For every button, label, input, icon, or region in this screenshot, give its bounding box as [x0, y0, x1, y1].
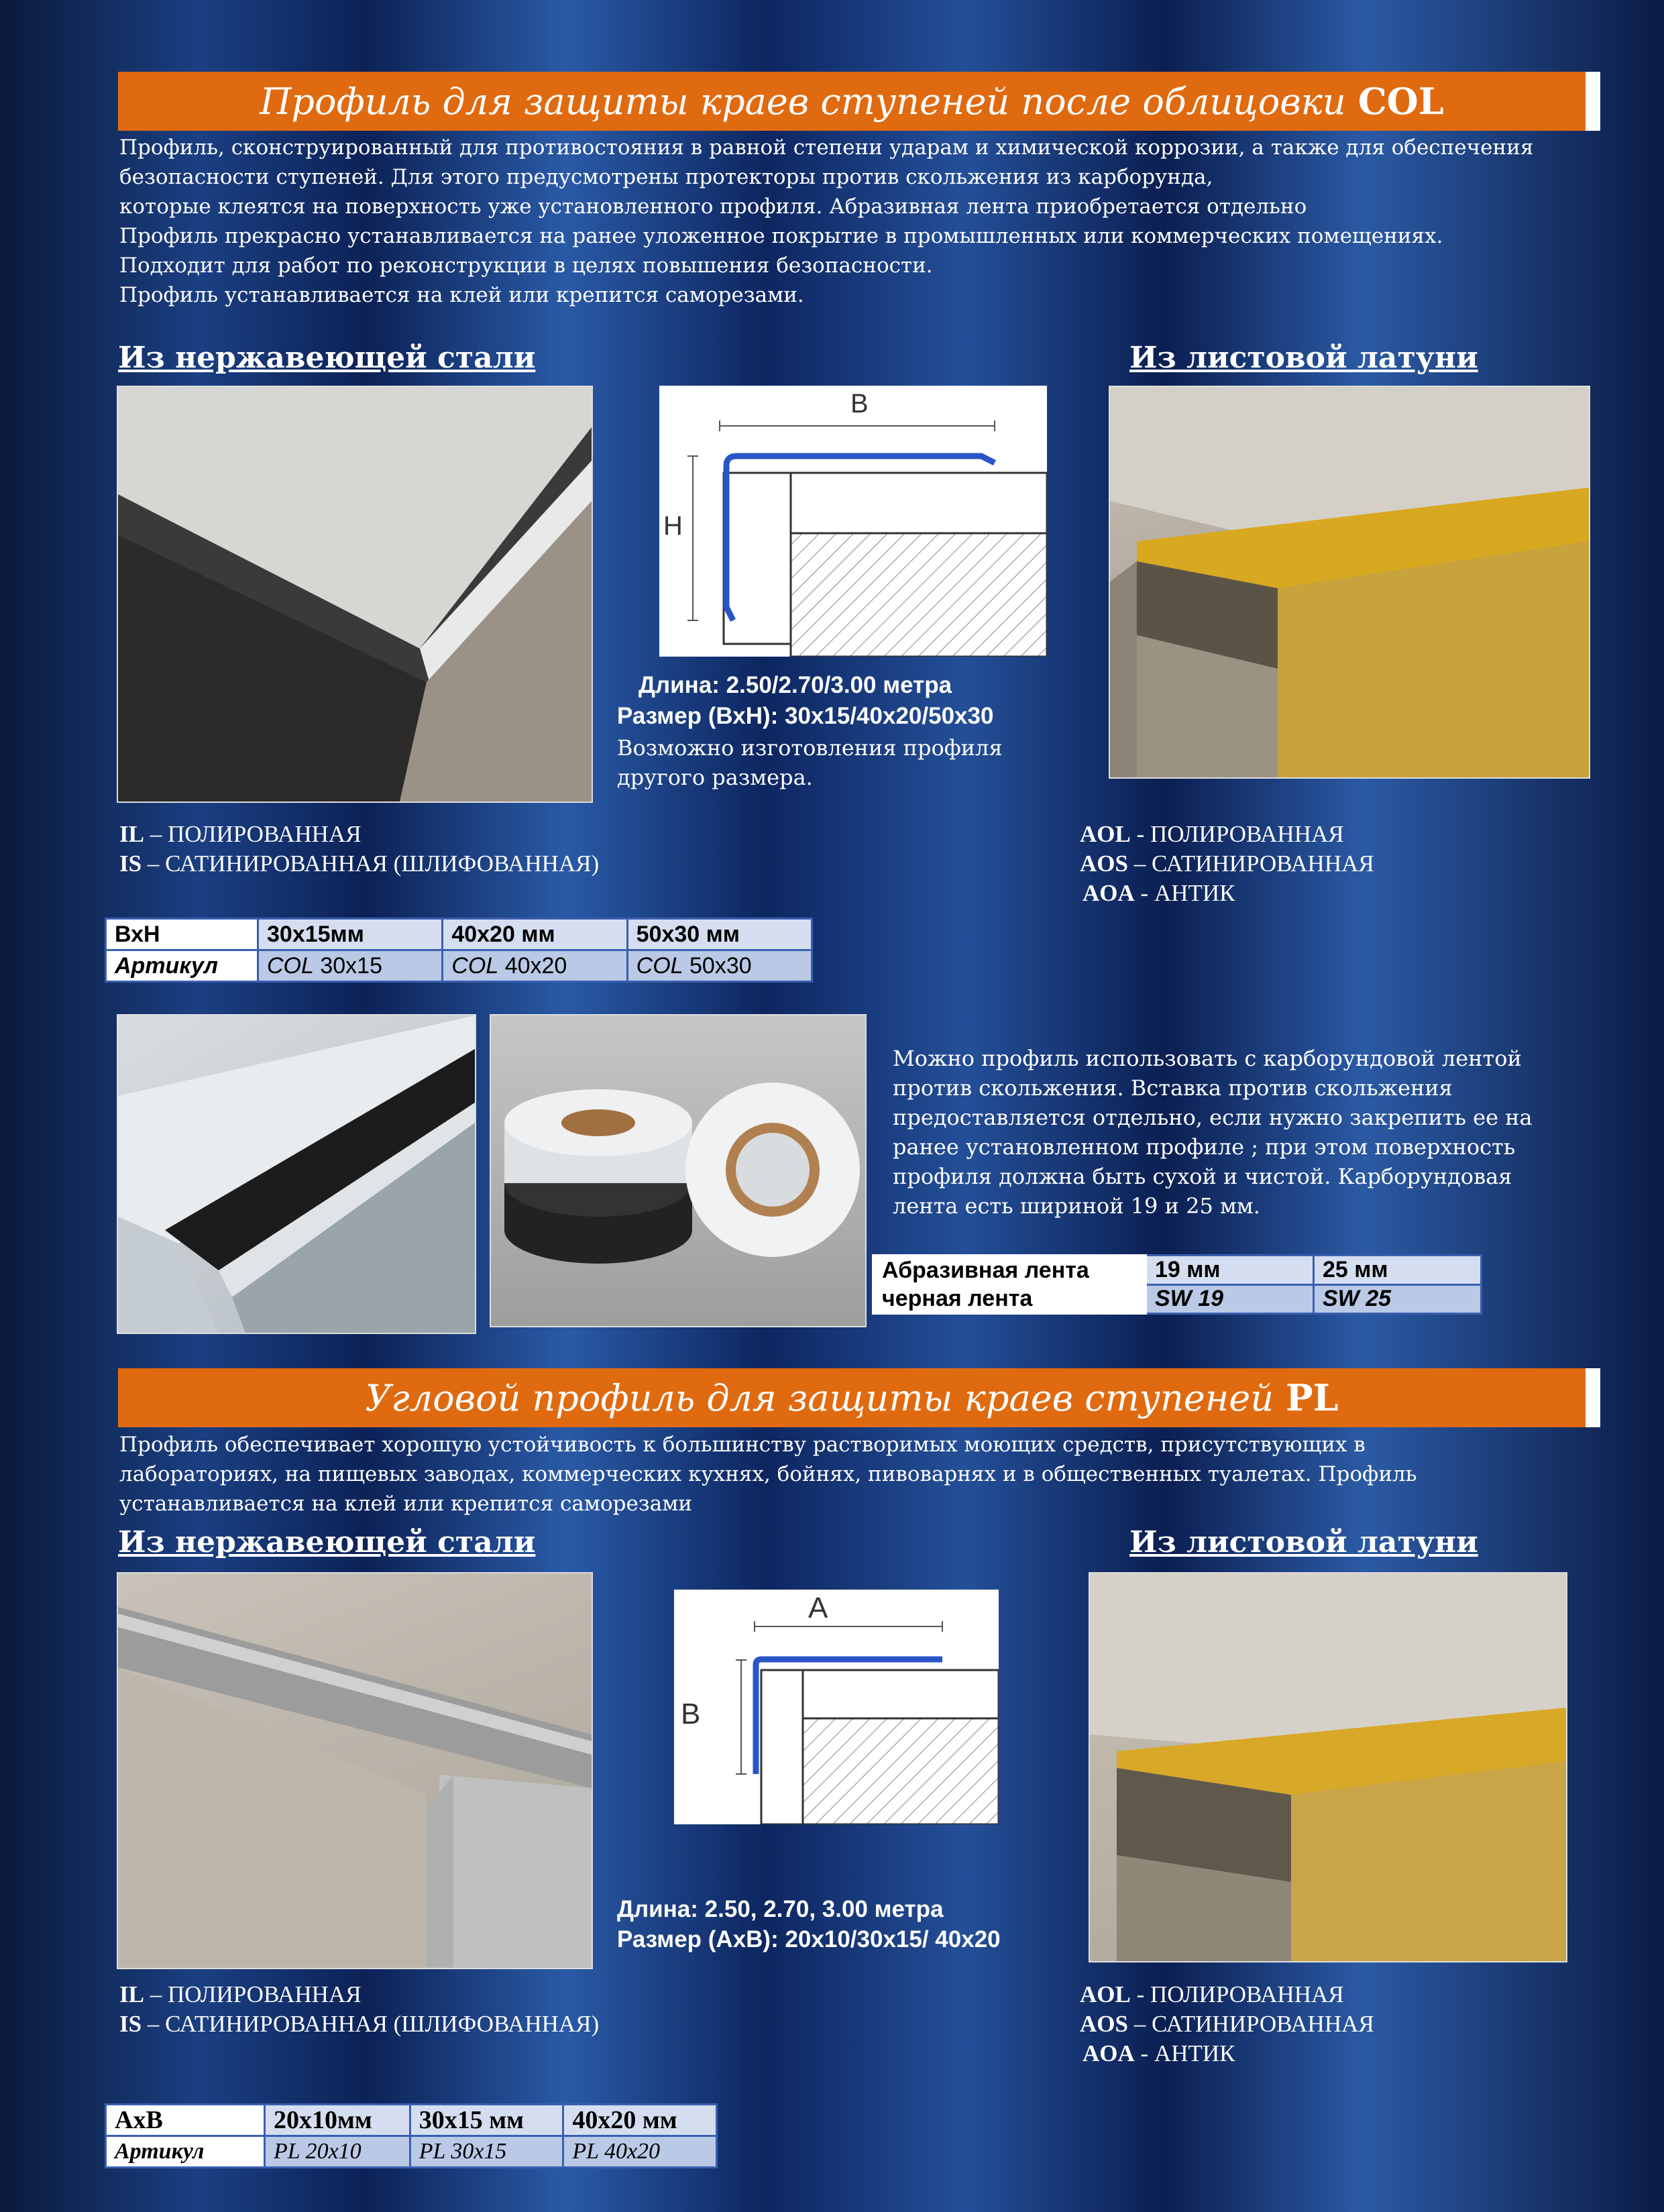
finish-code: IL — [119, 1981, 144, 2007]
table-cell: PL 30x15 — [410, 2136, 563, 2168]
col-brass-finishes — [1080, 820, 1374, 908]
col-steel-finishes — [119, 820, 599, 879]
finish-text: – ПОЛИРОВАННАЯ — [144, 821, 362, 847]
table-cell: Артикул — [106, 2136, 265, 2168]
pl-description-line: устанавливается на клей или крепится саморезами — [119, 1492, 692, 1516]
pl-steel-heading: Из нержавеющей стали — [118, 1525, 536, 1559]
pl-description-line: Профиль обеспечивает хорошую устойчивость к большинству растворимых моющих средств, присутствующих в — [119, 1433, 1366, 1457]
table-cell: PL 20x10 — [265, 2136, 410, 2168]
finish-is — [119, 849, 599, 879]
finish-text: - АНТИК — [1134, 880, 1235, 906]
col-diagram-drawing — [659, 386, 1047, 657]
pl-steel-photo — [117, 1572, 593, 1969]
tape-text-line: профиля должна быть сухой и чистой. Карборундовая — [893, 1164, 1512, 1189]
col-brass-heading: Из листовой латуни — [1129, 341, 1478, 375]
col-description-line: которые клеятся на поверхность уже установленного профиля. Абразивная лента приобретается отдельно — [119, 195, 1307, 219]
col-diagram-label-h: H — [663, 511, 683, 541]
finish-aos — [1080, 849, 1374, 879]
table-cell: 20х10мм — [265, 2105, 410, 2136]
table-cell — [627, 950, 812, 982]
col-description-line: Профиль прекрасно устанавливается на ранее уложенное покрытие в промышленных или коммерческих помещениях. — [119, 224, 1443, 248]
table-cell: SW 19 — [1146, 1284, 1314, 1314]
col-description-line: Подходит для работ по реконструкции в целях повышения безопасности. — [119, 254, 933, 278]
tape-text-line: предоставляется отдельно, если нужно закрепить ее на — [893, 1105, 1533, 1130]
finish-il — [119, 820, 599, 849]
article-series: COL — [636, 952, 683, 979]
finish-text: - ПОЛИРОВАННАЯ — [1130, 821, 1344, 847]
table-row — [106, 950, 812, 982]
finish-code: AOS — [1080, 850, 1128, 877]
table-cell: SW 25 — [1314, 1284, 1482, 1314]
pl-diagram-label-a: A — [808, 1592, 828, 1624]
pl-brass-photo-art — [1090, 1573, 1566, 1961]
tape-rolls-art — [491, 1015, 865, 1326]
finish-code: AOS — [1080, 2011, 1128, 2037]
finish-text: – САТИНИРОВАННАЯ (ШЛИФОВАННАЯ) — [142, 850, 600, 877]
pl-length: Длина: 2.50, 2.70, 3.00 метра — [617, 1896, 944, 1922]
article-series: COL — [267, 952, 314, 979]
col-title-code: COL — [1357, 80, 1444, 123]
finish-code: AOA — [1083, 880, 1135, 906]
tape-profile-art — [118, 1015, 475, 1333]
table-row — [106, 2105, 717, 2136]
col-tape-rolls-photo — [490, 1014, 867, 1327]
table-cell: 50х30 мм — [627, 919, 812, 950]
tape-text-line: Можно профиль использовать с карборундовой лентой — [893, 1046, 1522, 1071]
finish-is — [119, 2009, 599, 2039]
finish-code: AOL — [1080, 1981, 1131, 2007]
pl-description — [119, 1430, 1417, 1518]
table-cell: 30х15мм — [258, 919, 443, 950]
pl-diagram-drawing — [674, 1590, 999, 1824]
col-description-line: Профиль устанавливается на клей или крепится саморезами. — [119, 283, 804, 307]
col-brass-photo-art — [1110, 387, 1589, 777]
tape-text-line: ранее установленном профиле ; при этом поверхность — [893, 1134, 1516, 1160]
finish-text: – САТИНИРОВАННАЯ — [1127, 2011, 1374, 2037]
pl-brass-heading: Из листовой латуни — [1129, 1525, 1478, 1559]
pl-title-code: PL — [1286, 1376, 1339, 1419]
table-cell — [873, 1256, 1146, 1314]
pl-brass-finishes — [1080, 1980, 1374, 2068]
finish-text: - АНТИК — [1134, 2040, 1235, 2066]
pl-steel-photo-art — [118, 1573, 592, 1968]
col-size: Размер (ВхН): 30х15/40х20/50х30 — [617, 703, 994, 729]
pl-article-table — [105, 2103, 718, 2168]
col-description — [119, 133, 1533, 310]
table-cell — [443, 950, 627, 982]
finish-text: – ПОЛИРОВАННАЯ — [144, 1981, 362, 2007]
pl-size: Размер (AxB): 20x10/30x15/ 40x20 — [617, 1926, 1001, 1952]
finish-text: – САТИНИРОВАННАЯ (ШЛИФОВАННАЯ) — [142, 2011, 600, 2037]
pl-diagram-label-b: B — [681, 1698, 701, 1730]
col-tape-text — [893, 1044, 1533, 1221]
col-brass-photo — [1109, 386, 1590, 779]
table-cell — [258, 950, 443, 982]
table-row — [106, 919, 812, 950]
table-cell: 30х15 мм — [410, 2105, 563, 2136]
table-cell: PL 40x20 — [563, 2136, 717, 2168]
tape-label: черная лента — [882, 1286, 1033, 1311]
table-row — [106, 2136, 717, 2168]
col-diagram-label-b: B — [850, 389, 869, 419]
pl-title: Угловой профиль для защиты краев ступеней — [365, 1376, 1274, 1419]
pl-description-line: лабораториях, на пищевых заводах, коммерческих кухнях, бойнях, пивоварнях и в общественных туалетах. Профиль — [119, 1462, 1417, 1486]
col-length: Длина: 2.50/2.70/3.00 метра — [639, 672, 952, 698]
finish-aol — [1080, 1980, 1374, 2009]
col-note-line: Возможно изготовления профиля — [617, 735, 1003, 761]
finish-aoa — [1083, 2039, 1374, 2068]
table-cell: ВхН — [106, 919, 258, 950]
finish-aoa — [1083, 879, 1374, 908]
col-title: Профиль для защиты краев ступеней после облицовки — [260, 80, 1346, 123]
col-article-table — [105, 918, 813, 983]
pl-brass-photo — [1089, 1572, 1567, 1962]
article-size: 40x20 — [498, 952, 567, 979]
table-row — [873, 1256, 1482, 1285]
finish-text: - ПОЛИРОВАННАЯ — [1130, 1981, 1344, 2007]
col-steel-photo — [117, 386, 593, 803]
col-tape-profile-photo — [117, 1014, 476, 1334]
col-description-line: Профиль, сконструированный для противостояния в равной степени ударам и химической коррозии, а также для обеспечения — [119, 135, 1534, 160]
table-cell: Артикул — [106, 950, 258, 982]
finish-code: AOA — [1083, 2040, 1135, 2066]
pl-profile-diagram — [674, 1590, 999, 1824]
table-cell: АхВ — [106, 2105, 265, 2136]
col-note — [617, 733, 1003, 792]
finish-il — [119, 1980, 599, 2009]
finish-text: – САТИНИРОВАННАЯ — [1127, 850, 1374, 877]
table-cell: 25 мм — [1314, 1256, 1482, 1285]
col-title-banner — [118, 72, 1600, 131]
finish-code: AOL — [1080, 821, 1131, 847]
col-tape-table — [872, 1254, 1482, 1315]
finish-code: IL — [119, 821, 144, 847]
col-note-line: другого размера. — [617, 765, 813, 790]
tape-label: Абразивная лента — [882, 1258, 1089, 1283]
pl-title-banner — [118, 1368, 1600, 1427]
col-steel-heading: Из нержавеющей стали — [118, 341, 536, 375]
pl-steel-finishes — [119, 1980, 599, 2039]
tape-text-line: лента есть шириной 19 и 25 мм. — [893, 1193, 1260, 1219]
table-cell: 19 мм — [1146, 1256, 1314, 1285]
col-steel-photo-art — [118, 387, 592, 801]
finish-aos — [1080, 2009, 1374, 2039]
finish-code: IS — [119, 850, 142, 877]
article-size: 50x30 — [683, 952, 752, 979]
finish-aol — [1080, 820, 1374, 849]
article-size: 30x15 — [313, 952, 383, 979]
tape-text-line: против скольжения. Вставка против скольжения — [893, 1075, 1453, 1101]
col-description-line: безопасности ступеней. Для этого предусмотрены протекторы против скольжения из карборунда, — [119, 165, 1213, 189]
table-cell: 40х20 мм — [443, 919, 627, 950]
col-profile-diagram — [659, 386, 1047, 657]
finish-code: IS — [119, 2011, 142, 2037]
table-cell: 40х20 мм — [563, 2105, 717, 2136]
article-series: COL — [451, 952, 499, 979]
